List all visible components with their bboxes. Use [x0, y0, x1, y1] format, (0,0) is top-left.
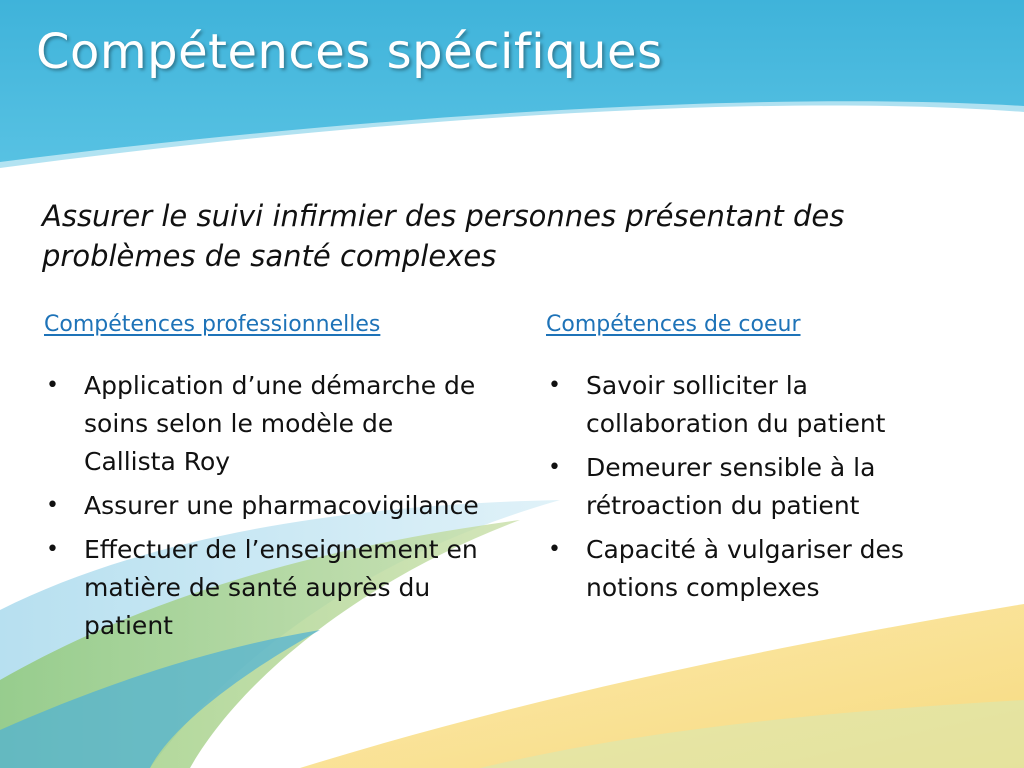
bullet-icon: • — [46, 537, 59, 562]
list-item — [44, 531, 484, 645]
bullet-icon: • — [548, 373, 561, 398]
professional-skills-column — [44, 312, 484, 651]
list-item-text: Savoir solliciter la collaboration du patient — [586, 371, 886, 438]
bullet-icon: • — [548, 537, 561, 562]
list-item — [546, 531, 966, 607]
list-item-text: Capacité à vulgariser des notions complexes — [586, 535, 904, 602]
heart-skills-list — [546, 367, 966, 607]
heart-skills-link[interactable]: Compétences de coeur — [546, 312, 801, 337]
slide-title: Compétences spécifiques — [36, 24, 663, 80]
list-item — [546, 449, 966, 525]
list-item-text: Application d’une démarche de soins selon le modèle de Callista Roy — [84, 371, 476, 476]
bullet-icon: • — [548, 455, 561, 480]
slide-subtitle: Assurer le suivi infirmier des personnes présentant des problèmes de santé complexes — [42, 199, 845, 273]
bullet-icon: • — [46, 493, 59, 518]
list-item-text: Demeurer sensible à la rétroaction du patient — [586, 453, 876, 520]
professional-skills-link[interactable]: Compétences professionnelles — [44, 312, 381, 337]
professional-skills-list — [44, 367, 484, 645]
bullet-icon: • — [46, 373, 59, 398]
list-item — [44, 367, 484, 481]
list-item-text: Assurer une pharmacovigilance — [84, 491, 479, 520]
heart-skills-column — [546, 312, 966, 613]
list-item — [44, 487, 484, 525]
list-item-text: Effectuer de l’enseignement en matière de santé auprès du patient — [84, 535, 478, 640]
list-item — [546, 367, 966, 443]
